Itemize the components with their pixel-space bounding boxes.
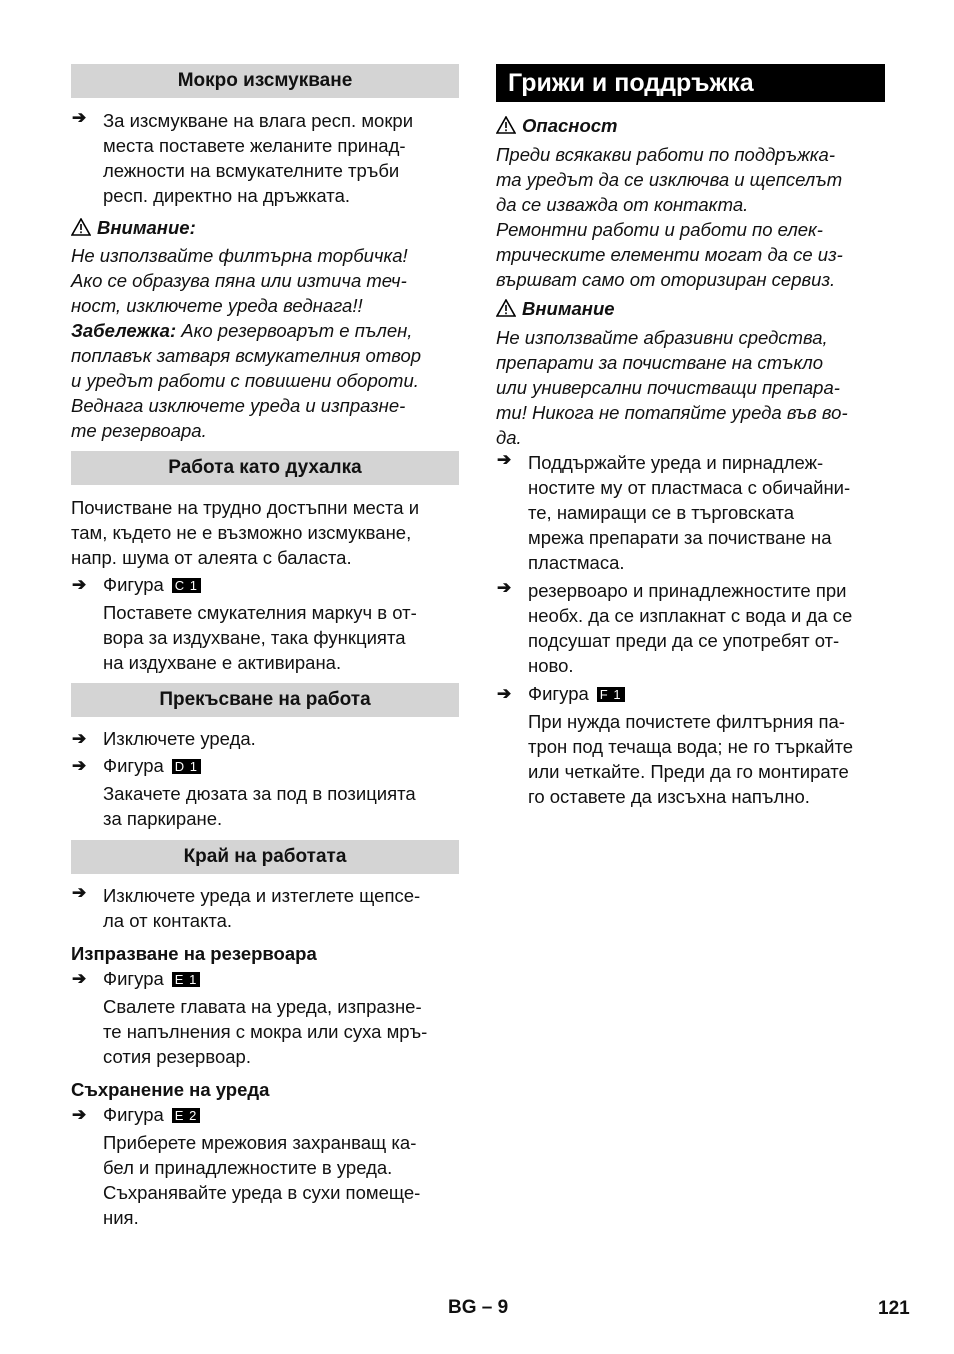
text-line: вършват само от оторизиран сервиз.: [496, 269, 836, 290]
text-line: Веднага изключете уреда и изпразне-: [71, 395, 406, 416]
text-line: ния.: [103, 1207, 139, 1228]
heading-wet-vacuuming: Мокро изсмукване: [71, 64, 459, 98]
note-text: Ако резервоарът е пълен,: [176, 320, 413, 341]
danger-title-text: Опасност: [522, 115, 618, 136]
text-line: сотия резервоар.: [103, 1046, 251, 1067]
warning-triangle-icon: [71, 218, 91, 236]
text-line: Свалете главата на уреда, изпразне-: [103, 996, 422, 1017]
text-line: Поддържайте уреда и пирнадлеж-: [528, 452, 824, 473]
text-line: При нужда почистете филтърния па-: [528, 711, 845, 732]
text-line: Не използвайте филтърна торбичка!: [71, 245, 408, 266]
bullet-switch-off: [71, 726, 459, 751]
text-empty-tank: [71, 994, 459, 1069]
text-line: Преди всякакви работи по поддръжка-: [496, 144, 835, 165]
warning-body: [496, 325, 885, 450]
arrow-right-icon: ➔: [72, 575, 87, 594]
page-number: 121: [878, 1298, 910, 1319]
bullet-text: Изключете уреда.: [103, 728, 256, 749]
text-blower: [71, 600, 459, 675]
bullet-rinse-tank: [496, 578, 885, 678]
figure-badge: F 1: [597, 687, 625, 702]
text-line: За изсмукване на влага респ. мокри: [103, 110, 414, 131]
heading-care-maintenance: Грижи и поддръжка: [496, 64, 885, 102]
warning-triangle-icon: [496, 116, 516, 134]
text-line: трическите елементи могат да се из-: [496, 244, 843, 265]
arrow-right-icon: ➔: [497, 684, 512, 703]
text-line: ност, изключете уреда веднага!!: [71, 295, 363, 316]
arrow-right-icon: ➔: [72, 883, 87, 902]
text-line: необх. да се изплакнат с вода и да се: [528, 605, 853, 626]
figure-label: Фигура: [528, 683, 589, 704]
text-line: пластмаса.: [528, 552, 625, 573]
text-line: та уредът да се изключва и щепселът: [496, 169, 843, 190]
text-line: Изключете уреда и изтеглете щепсе-: [103, 885, 421, 906]
danger-body: [496, 142, 885, 292]
text-line: те резервоара.: [71, 420, 207, 441]
text-line: напр. шума от алеята с баласта.: [71, 547, 352, 568]
heading-blower-mode: Работа като духалка: [71, 451, 459, 485]
bullet-plastic-care: [496, 450, 885, 575]
text-line: подсушат преди да се употребят от-: [528, 630, 840, 651]
text-line: или универсални почистващи препара-: [496, 377, 840, 398]
note-line: [71, 318, 459, 343]
warning-triangle-icon: [496, 299, 516, 317]
text-line: вора за издухване, така функцията: [103, 627, 406, 648]
figure-ref-d1: [71, 753, 459, 778]
figure-ref-c1: [71, 572, 459, 597]
subheading-empty-tank: Изпразване на резервоара: [71, 943, 317, 964]
text-line: Поставете смукателния маркуч в от-: [103, 602, 417, 623]
text-line: поплавък затваря всмукателния отвор: [71, 345, 422, 366]
figure-badge: E 1: [172, 972, 201, 987]
figure-label: Фигура: [103, 1104, 164, 1125]
text-storage: [71, 1130, 459, 1230]
text-line: го оставете да изсъхна напълно.: [528, 786, 810, 807]
text-filter-clean: [496, 709, 885, 809]
figure-label: Фигура: [103, 574, 164, 595]
text-line: лежности на всмукателните тръби: [103, 160, 400, 181]
arrow-right-icon: ➔: [72, 969, 87, 988]
figure-badge: D 1: [172, 759, 201, 774]
figure-ref-e2: [71, 1102, 459, 1127]
text-line: да.: [496, 427, 522, 448]
text-line: те напълнения с мокра или суха мръ-: [103, 1021, 428, 1042]
bullet-wet-vacuuming: [71, 108, 459, 208]
figure-label: Фигура: [103, 968, 164, 989]
text-line: на издухване е активирана.: [103, 652, 342, 673]
text-line: да се изважда от контакта.: [496, 194, 749, 215]
text-line: места поставете желаните принад-: [103, 135, 406, 156]
warning-title: [496, 296, 885, 321]
text-line: препарати за почистване на стъкло: [496, 352, 823, 373]
figure-badge: E 2: [172, 1108, 201, 1123]
danger-title: [496, 113, 885, 138]
warning-body: [71, 243, 459, 443]
warning-title: [71, 215, 459, 240]
figure-label: Фигура: [103, 755, 164, 776]
figure-ref-e1: [71, 966, 459, 991]
text-line: респ. директно на дръжката.: [103, 185, 350, 206]
warning-title-text: Внимание:: [97, 217, 196, 238]
text-line: ностите му от пластмаса с обичайни-: [528, 477, 851, 498]
text-line: Почистване на трудно достъпни места и: [71, 497, 420, 518]
note-label: Забележка:: [71, 320, 177, 341]
right-column: [496, 64, 885, 809]
text-line: ла от контакта.: [103, 910, 233, 931]
paragraph-blower: [71, 495, 459, 570]
figure-badge: C 1: [172, 578, 201, 593]
text-line: Закачете дюзата за под в позицията: [103, 783, 416, 804]
text-line: трон под течаща вода; не го търкайте: [528, 736, 854, 757]
text-line: ти! Никога не потапяйте уреда във во-: [496, 402, 848, 423]
arrow-right-icon: ➔: [72, 729, 87, 748]
arrow-right-icon: ➔: [497, 450, 512, 469]
text-line: бел и принадлежностите в уреда.: [103, 1157, 393, 1178]
text-line: или четкайте. Преди да го монтирате: [528, 761, 849, 782]
text-line: и уредът работи с повишени обороти.: [71, 370, 419, 391]
text-parking: [71, 781, 459, 831]
subheading-storage: Съхранение на уреда: [71, 1079, 270, 1100]
text-line: ново.: [528, 655, 574, 676]
text-line: резервоаро и принадлежностите при: [528, 580, 847, 601]
footer-section-label: BG – 9: [448, 1297, 509, 1318]
warning-title-text: Внимание: [522, 298, 615, 319]
arrow-right-icon: ➔: [497, 578, 512, 597]
arrow-right-icon: ➔: [72, 756, 87, 775]
text-line: за паркиране.: [103, 808, 223, 829]
text-line: мрежа препарати за почистване на: [528, 527, 832, 548]
left-column: [71, 64, 459, 1230]
figure-ref-f1: [496, 681, 885, 706]
text-line: Ако се образува пяна или изтича теч-: [71, 270, 407, 291]
heading-interrupt-work: Прекъсване на работа: [71, 683, 459, 717]
bullet-unplug: [71, 883, 459, 933]
text-line: Приберете мрежовия захранващ ка-: [103, 1132, 417, 1153]
text-line: Не използвайте абразивни средства,: [496, 327, 828, 348]
text-line: те, намиращи се в търговската: [528, 502, 795, 523]
heading-end-of-work: Край на работата: [71, 840, 459, 874]
arrow-right-icon: ➔: [72, 1105, 87, 1124]
arrow-right-icon: ➔: [72, 108, 87, 127]
text-line: там, където не е възможно изсмукване,: [71, 522, 412, 543]
text-line: Ремонтни работи и работи по елек-: [496, 219, 823, 240]
text-line: Съхранявайте уреда в сухи помеще-: [103, 1182, 421, 1203]
